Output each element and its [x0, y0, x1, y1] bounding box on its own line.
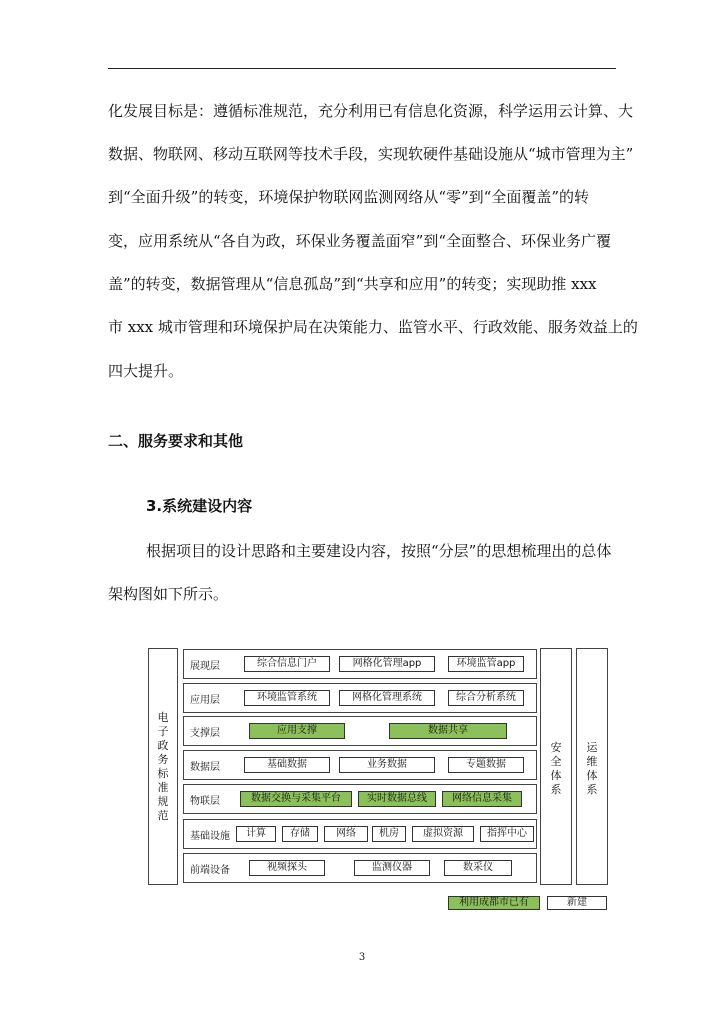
layer-row	[183, 784, 537, 814]
body-line: 盖”的转变，数据管理从“信息孤岛”到“共享和应用”的转变；实现助推 xxx	[108, 275, 597, 293]
layer-item: 应用支撑	[249, 723, 345, 739]
subsection-heading: 3.系统建设内容	[146, 497, 253, 515]
layer-item: 网格化管理app	[339, 656, 435, 672]
legend-item: 利用成都市已有	[448, 896, 540, 910]
security-column	[540, 648, 572, 885]
body-line: 四大提升。	[108, 362, 184, 380]
body-line: 数据、物联网、移动互联网等技术手段，实现软硬件基础设施从“城市管理为主”	[108, 145, 634, 163]
operations-column-label: 运 维 体 系	[586, 741, 598, 796]
layer-item: 数据共享	[389, 723, 507, 739]
layer-item: 基础数据	[244, 757, 330, 773]
layer-label: 物联层	[190, 796, 220, 807]
layer-item: 机房	[372, 826, 406, 842]
layer-label: 数据层	[190, 762, 220, 773]
layer-row	[183, 819, 537, 849]
layer-item: 综合信息门户	[244, 656, 330, 672]
standards-column	[148, 648, 178, 885]
layer-item: 视频探头	[249, 860, 325, 876]
layer-label: 前端设备	[190, 865, 230, 876]
layer-row	[183, 716, 537, 746]
layer-item: 实时数据总线	[358, 791, 436, 807]
intro-line: 根据项目的设计思路和主要建设内容，按照“分层”的思想梳理出的总体	[146, 542, 612, 560]
operations-column	[576, 648, 608, 885]
layer-item: 数据交换与采集平台	[240, 791, 352, 807]
layer-label: 应用层	[190, 695, 220, 706]
layer-label: 基础设施	[190, 831, 230, 842]
layer-item: 环境监管系统	[244, 690, 330, 706]
layer-item: 网格化管理系统	[339, 690, 435, 706]
section-heading: 二、服务要求和其他	[108, 432, 244, 450]
layer-row	[183, 853, 537, 883]
layer-item: 网络	[324, 826, 368, 842]
intro-line: 架构图如下所示。	[108, 585, 229, 603]
body-line: 变，应用系统从“各自为政，环保业务覆盖面窄”到“全面整合、环保业务广覆	[108, 232, 612, 250]
layer-item: 存储	[282, 826, 318, 842]
security-column-label: 安 全 体 系	[550, 741, 562, 796]
body-line: 市 xxx 城市管理和环境保护局在决策能力、监管水平、行政效能、服务效益上的	[108, 318, 638, 336]
layer-item: 环境监管app	[448, 656, 524, 672]
body-line: 到“全面升级”的转变，环境保护物联网监测网络从“零”到“全面覆盖”的转	[108, 188, 590, 206]
header-rule	[108, 68, 616, 69]
legend-item: 新建	[547, 896, 607, 910]
page-number: 3	[358, 952, 366, 963]
layer-label: 支撑层	[190, 728, 220, 739]
layer-item: 虚拟资源	[412, 826, 474, 842]
layer-row	[183, 750, 537, 780]
layer-item: 数采仪	[444, 860, 512, 876]
layer-label: 展现层	[190, 661, 220, 672]
standards-column-label: 电 子 政 务 标 准 规 范	[157, 711, 169, 822]
layer-item: 网络信息采集	[442, 791, 522, 807]
layer-item: 专题数据	[448, 757, 524, 773]
layer-item: 业务数据	[339, 757, 435, 773]
layer-item: 监测仪器	[354, 860, 430, 876]
layer-item: 综合分析系统	[448, 690, 524, 706]
layer-row	[183, 683, 537, 713]
layer-item: 计算	[236, 826, 276, 842]
layer-item: 指挥中心	[480, 826, 534, 842]
layer-row	[183, 649, 537, 679]
body-line: 化发展目标是：遵循标准规范，充分利用已有信息化资源，科学运用云计算、大	[108, 102, 634, 120]
